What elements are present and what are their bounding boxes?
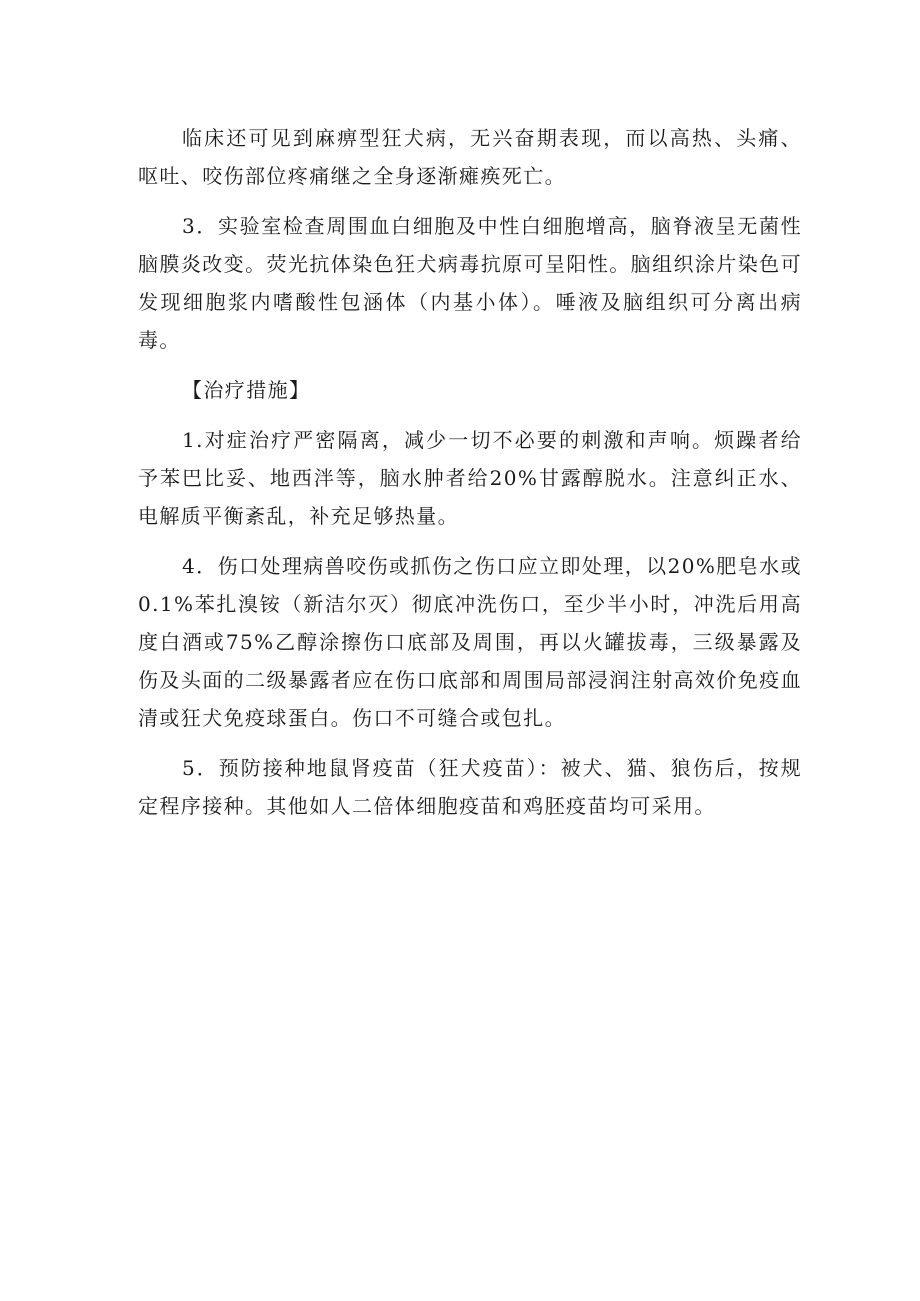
paragraph-wound-care: 4．伤口处理病兽咬伤或抓伤之伤口应立即处理，以20%肥皂水或0.1%苯扎溴铵（新洁尔灭）彻底冲洗伤口，至少半小时，冲洗后用高度白酒或75%乙醇涂擦伤口底部及周围，再以火罐拔毒，三级暴露及伤及头面的二级暴露者应在伤口底部和周围局部浸润注射高效价免疫血清或狂犬免疫球蛋白。伤口不可缝合或包扎。 xyxy=(138,554,802,730)
document-body xyxy=(138,119,802,837)
paragraph-paralytic-rabies: 临床还可见到麻痹型狂犬病，无兴奋期表现，而以高热、头痛、呕吐、咬伤部位疼痛继之全身逐渐瘫痪死亡。 xyxy=(138,126,802,188)
paragraph-symptomatic-treatment: 1.对症治疗严密隔离，减少一切不必要的刺激和声响。烦躁者给予苯巴比妥、地西泮等，脑水肿者给20%甘露醇脱水。注意纠正水、电解质平衡紊乱，补充足够热量。 xyxy=(138,428,802,528)
paragraph-lab-tests: 3．实验室检查周围血白细胞及中性白细胞增高，脑脊液呈无菌性脑膜炎改变。荧光抗体染色狂犬病毒抗原可呈阳性。脑组织涂片染色可发现细胞浆内嗜酸性包涵体（内基小体）。唾液及脑组织可分离出病毒。 xyxy=(138,214,802,352)
section-heading-treatment: 【治疗措施】 xyxy=(182,378,311,402)
paragraph-vaccination: 5．预防接种地鼠肾疫苗（狂犬疫苗）：被犬、猫、狼伤后，按规定程序接种。其他如人二倍体细胞疫苗和鸡胚疫苗均可采用。 xyxy=(138,756,802,818)
